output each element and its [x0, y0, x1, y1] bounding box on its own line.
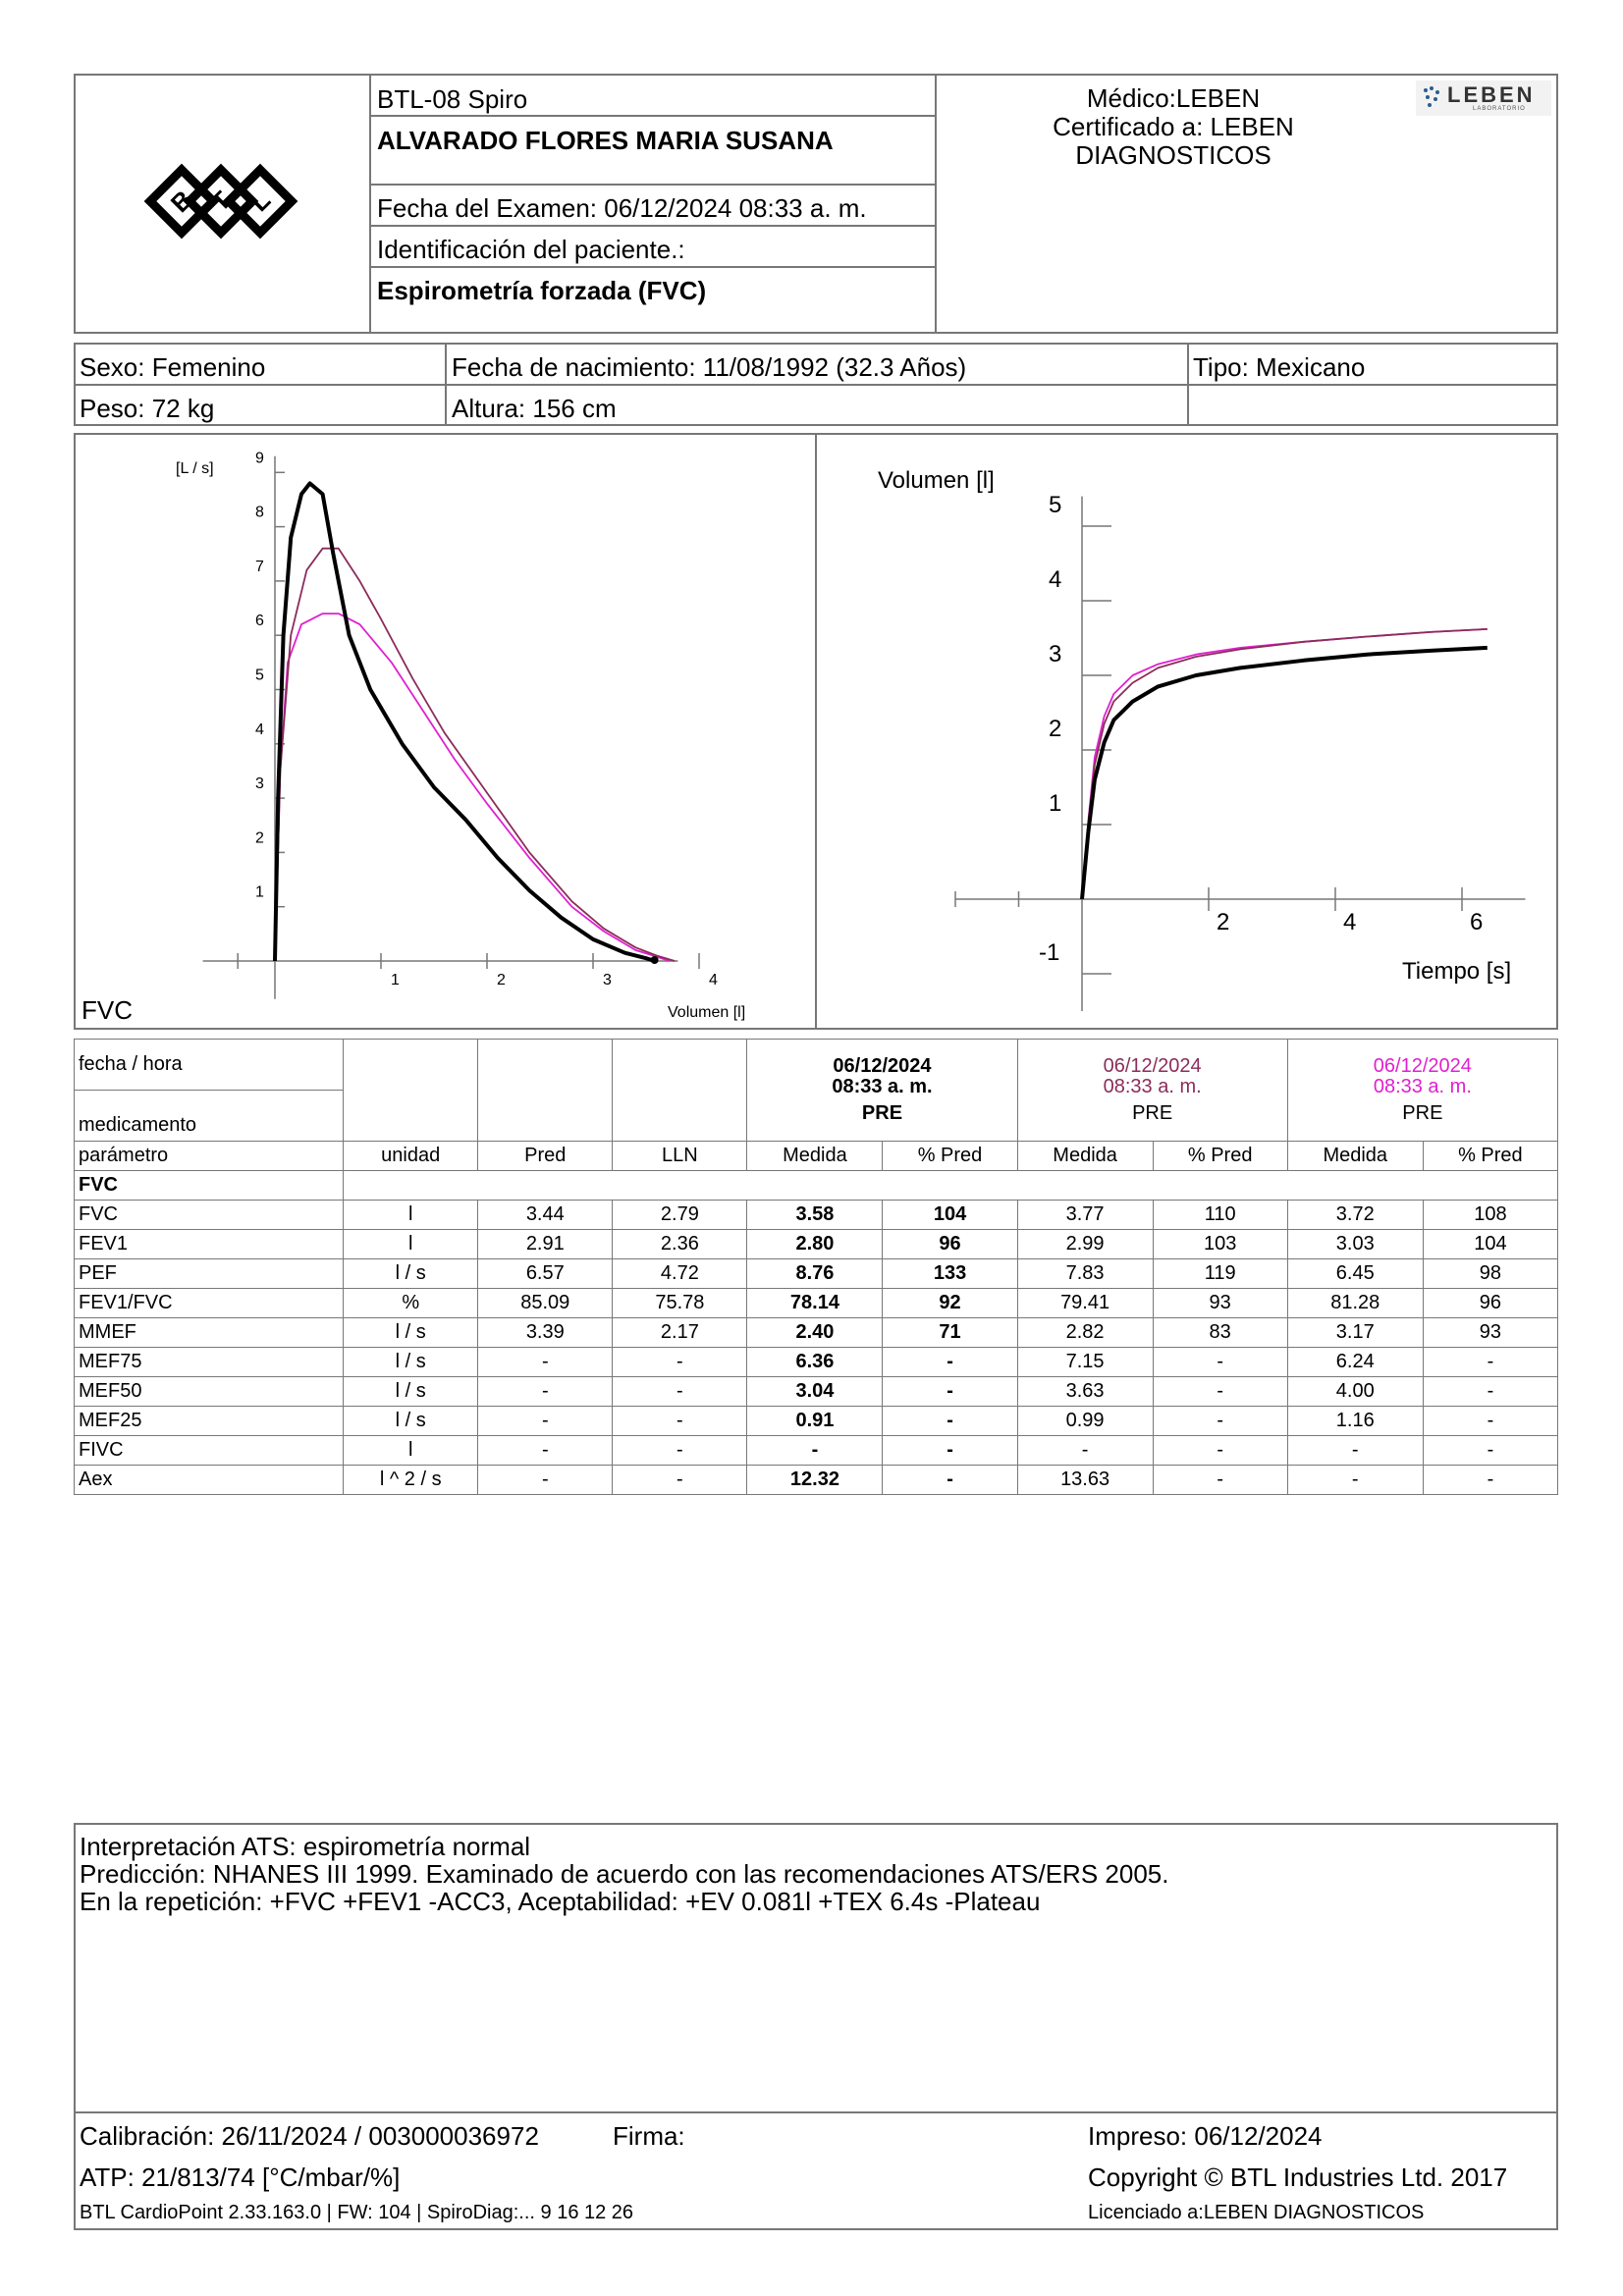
table-cell: 104 [1423, 1230, 1557, 1259]
y-tick-label: 1 [1049, 790, 1062, 817]
table-cell: 8.76 [747, 1259, 883, 1289]
peso: Peso: 72 kg [80, 394, 215, 423]
column-header: LLN [613, 1142, 747, 1171]
table-cell: 104 [883, 1201, 1017, 1230]
interpretation-text [80, 1833, 1168, 1915]
svg-text:T: T [204, 185, 238, 218]
interpretation-line1: Interpretación ATS: espirometría normal [80, 1832, 531, 1861]
row-label-fecha: fecha / hora [75, 1040, 344, 1091]
table-cell: - [1423, 1436, 1557, 1466]
impreso: Impreso: 06/12/2024 [1088, 2121, 1323, 2151]
table-row [75, 1230, 1558, 1259]
table-cell: - [478, 1348, 613, 1377]
table-cell: - [478, 1407, 613, 1436]
table-cell: 1.16 [1287, 1407, 1423, 1436]
parameter-name: FEV1/FVC [75, 1289, 344, 1318]
flow-panel-label: FVC [81, 995, 133, 1025]
table-cell: 12.32 [747, 1466, 883, 1495]
table-cell: 2.80 [747, 1230, 883, 1259]
sexo: Sexo: Femenino [80, 352, 266, 382]
x-tick-label: 6 [1470, 909, 1484, 935]
lab-logo-sub: LABORATORIO [1473, 106, 1526, 112]
table-cell: - [613, 1348, 747, 1377]
test-type: Espirometría forzada (FVC) [377, 276, 707, 305]
table-cell: - [1423, 1377, 1557, 1407]
table-cell: 3.17 [1287, 1318, 1423, 1348]
column-header: Medida [1287, 1142, 1423, 1171]
table-cell: l [344, 1230, 478, 1259]
section-label: FVC [75, 1171, 344, 1201]
table-cell: - [883, 1348, 1017, 1377]
certified-line2: DIAGNOSTICOS [1075, 140, 1271, 170]
btl-logo [142, 162, 299, 245]
table-cell: 4.72 [613, 1259, 747, 1289]
table-cell: 6.24 [1287, 1348, 1423, 1377]
table-cell: 133 [883, 1259, 1017, 1289]
y-tick-label: 1 [255, 883, 264, 901]
table-cell: - [747, 1436, 883, 1466]
table-cell: 3.72 [1287, 1201, 1423, 1230]
table-cell: l [344, 1436, 478, 1466]
table-cell: 119 [1153, 1259, 1287, 1289]
table-cell: 2.99 [1017, 1230, 1153, 1259]
table-cell: l / s [344, 1407, 478, 1436]
table-cell: 108 [1423, 1201, 1557, 1230]
table-cell: 0.99 [1017, 1407, 1153, 1436]
exam-date: Fecha del Examen: 06/12/2024 08:33 a. m. [377, 193, 867, 223]
table-cell: 3.04 [747, 1377, 883, 1407]
tipo: Tipo: Mexicano [1193, 352, 1366, 382]
parameter-name: MEF75 [75, 1348, 344, 1377]
vt-axes [878, 467, 1526, 1011]
table-cell: - [1153, 1377, 1287, 1407]
table-cell: 103 [1153, 1230, 1287, 1259]
y-tick-label: 4 [1049, 566, 1062, 593]
session-1-header: 06/12/2024 08:33 a. m. PRE [747, 1040, 1017, 1142]
column-header: unidad [344, 1142, 478, 1171]
device-name: BTL-08 Spiro [377, 84, 528, 114]
y-tick-label: 3 [255, 775, 264, 793]
doctor-info [982, 84, 1365, 170]
table-cell: - [613, 1436, 747, 1466]
table-cell: - [883, 1466, 1017, 1495]
table-cell: 6.45 [1287, 1259, 1423, 1289]
vt-series-line [1082, 629, 1488, 899]
interpretation-line3: En la repetición: +FVC +FEV1 -ACC3, Aceptabilidad: +EV 0.081l +TEX 6.4s -Plateau [80, 1887, 1041, 1916]
table-cell: 4.00 [1287, 1377, 1423, 1407]
flow-end-marker [651, 956, 659, 964]
parameter-name: FIVC [75, 1436, 344, 1466]
table-cell: 3.58 [747, 1201, 883, 1230]
y-tick-label: 5 [255, 667, 264, 684]
table-cell: - [1287, 1466, 1423, 1495]
y-tick-label: 9 [255, 450, 264, 467]
table-cell: l ^ 2 / s [344, 1466, 478, 1495]
table-row [75, 1377, 1558, 1407]
table-cell: 3.77 [1017, 1201, 1153, 1230]
table-cell: - [1153, 1466, 1287, 1495]
table-cell: - [478, 1377, 613, 1407]
table-cell: - [613, 1407, 747, 1436]
table-cell: - [883, 1377, 1017, 1407]
y-tick-label: 2 [255, 829, 264, 847]
table-cell: - [478, 1466, 613, 1495]
table-cell: 0.91 [747, 1407, 883, 1436]
svg-text:B: B [164, 184, 199, 219]
table-cell: 92 [883, 1289, 1017, 1318]
row-label-medicamento: medicamento [75, 1091, 344, 1142]
x-tick-label: 4 [709, 972, 718, 988]
y-tick-label: -1 [1039, 939, 1060, 966]
table-cell: 81.28 [1287, 1289, 1423, 1318]
column-header-row [75, 1142, 1558, 1171]
session-2-header: 06/12/2024 08:33 a. m. PRE [1017, 1040, 1287, 1142]
column-header: % Pred [1423, 1142, 1557, 1171]
fecha-nacimiento: Fecha de nacimiento: 11/08/1992 (32.3 Años) [452, 352, 967, 382]
table-cell: l / s [344, 1318, 478, 1348]
x-tick-label: 4 [1343, 909, 1357, 935]
table-cell: 78.14 [747, 1289, 883, 1318]
table-cell: 71 [883, 1318, 1017, 1348]
x-tick-label: 2 [497, 972, 506, 988]
lab-logo-text: LEBEN [1447, 82, 1536, 107]
table-cell: 96 [883, 1230, 1017, 1259]
vt-series-line [1082, 629, 1488, 899]
table-cell: 85.09 [478, 1289, 613, 1318]
table-row [75, 1348, 1558, 1377]
table-cell: - [613, 1466, 747, 1495]
table-cell: 7.15 [1017, 1348, 1153, 1377]
table-cell: 6.36 [747, 1348, 883, 1377]
table-row [75, 1259, 1558, 1289]
table-cell: - [613, 1377, 747, 1407]
y-tick-label: 2 [1049, 716, 1062, 742]
table-cell: 2.82 [1017, 1318, 1153, 1348]
table-cell: 3.39 [478, 1318, 613, 1348]
flow-volume-chart [76, 435, 814, 1028]
patient-id-label: Identificación del paciente.: [377, 235, 685, 264]
y-tick-label: 7 [255, 558, 264, 575]
table-cell: - [1017, 1436, 1153, 1466]
table-cell: 98 [1423, 1259, 1557, 1289]
table-cell: 6.57 [478, 1259, 613, 1289]
vt-x-axis-label: Tiempo [s] [1402, 958, 1512, 985]
table-cell: - [1423, 1466, 1557, 1495]
table-cell: 7.83 [1017, 1259, 1153, 1289]
table-cell: 2.17 [613, 1318, 747, 1348]
table-cell: 3.44 [478, 1201, 613, 1230]
table-row [75, 1407, 1558, 1436]
vt-series-line [1082, 648, 1488, 899]
table-cell: - [883, 1407, 1017, 1436]
y-tick-label: 8 [255, 504, 264, 521]
table-cell: 83 [1153, 1318, 1287, 1348]
lab-logo-mark-icon [1420, 84, 1443, 110]
license: Licenciado a:LEBEN DIAGNOSTICOS [1088, 2202, 1425, 2223]
lab-logo [1416, 80, 1551, 116]
table-cell: 3.63 [1017, 1377, 1153, 1407]
table-cell: - [1153, 1348, 1287, 1377]
calibracion: Calibración: 26/11/2024 / 003000036972 [80, 2121, 539, 2151]
parameter-name: MEF50 [75, 1377, 344, 1407]
x-tick-label: 3 [603, 972, 612, 988]
flow-series-line [275, 549, 675, 961]
flow-series-line [275, 483, 655, 961]
table-cell: 2.36 [613, 1230, 747, 1259]
parameter-name: MEF25 [75, 1407, 344, 1436]
table-cell: 96 [1423, 1289, 1557, 1318]
parameter-name: Aex [75, 1466, 344, 1495]
parameter-name: PEF [75, 1259, 344, 1289]
session-3-header: 06/12/2024 08:33 a. m. PRE [1287, 1040, 1557, 1142]
flow-series-line [275, 614, 670, 961]
table-cell: 3.03 [1287, 1230, 1423, 1259]
table-cell: 2.79 [613, 1201, 747, 1230]
table-cell: 2.40 [747, 1318, 883, 1348]
table-cell: 2.91 [478, 1230, 613, 1259]
svg-text:L: L [243, 185, 277, 218]
volume-time-chart [817, 435, 1555, 1028]
column-header: parámetro [75, 1142, 344, 1171]
flow-x-axis-label: Volumen [l] [668, 1004, 746, 1021]
table-cell: 13.63 [1017, 1466, 1153, 1495]
table-row [75, 1201, 1558, 1230]
parameter-name: MMEF [75, 1318, 344, 1348]
y-tick-label: 3 [1049, 641, 1062, 667]
column-header: Medida [747, 1142, 883, 1171]
y-tick-label: 5 [1049, 492, 1062, 518]
table-cell: l / s [344, 1259, 478, 1289]
y-tick-label: 6 [255, 613, 264, 630]
table-cell: l / s [344, 1348, 478, 1377]
firma-label: Firma: [613, 2121, 685, 2151]
altura: Altura: 156 cm [452, 394, 617, 423]
table-cell: l [344, 1201, 478, 1230]
column-header: % Pred [1153, 1142, 1287, 1171]
table-cell: - [883, 1436, 1017, 1466]
table-cell: 93 [1423, 1318, 1557, 1348]
x-tick-label: 2 [1217, 909, 1230, 935]
table-cell: 75.78 [613, 1289, 747, 1318]
flow-y-axis-label: [L / s] [176, 460, 214, 477]
table-cell: - [1153, 1436, 1287, 1466]
table-cell: 110 [1153, 1201, 1287, 1230]
column-header: Pred [478, 1142, 613, 1171]
certified-line1: Certificado a: LEBEN [1053, 112, 1294, 141]
table-row [75, 1436, 1558, 1466]
table-cell: % [344, 1289, 478, 1318]
interpretation-line2: Predicción: NHANES III 1999. Examinado de acuerdo con las recomendaciones ATS/ERS 2005. [80, 1859, 1169, 1889]
patient-name: ALVARADO FLORES MARIA SUSANA [377, 126, 834, 155]
parameter-name: FEV1 [75, 1230, 344, 1259]
table-row [75, 1289, 1558, 1318]
parameter-name: FVC [75, 1201, 344, 1230]
table-row [75, 1318, 1558, 1348]
table-cell: - [1287, 1436, 1423, 1466]
y-tick-label: 4 [255, 721, 264, 738]
table-cell: - [1423, 1348, 1557, 1377]
software-version: BTL CardioPoint 2.33.163.0 | FW: 104 | SpiroDiag:... 9 16 12 26 [80, 2202, 634, 2223]
table-cell: 79.41 [1017, 1289, 1153, 1318]
table-cell: - [1153, 1407, 1287, 1436]
table-cell: - [1423, 1407, 1557, 1436]
vt-y-axis-label: Volumen [l] [878, 467, 995, 494]
doctor-name: Médico:LEBEN [1086, 83, 1261, 113]
atp: ATP: 21/813/74 [°C/mbar/%] [80, 2163, 401, 2192]
column-header: Medida [1017, 1142, 1153, 1171]
copyright: Copyright © BTL Industries Ltd. 2017 [1088, 2163, 1508, 2192]
table-cell: - [478, 1436, 613, 1466]
table-row [75, 1466, 1558, 1495]
flow-axes [81, 450, 745, 1025]
table-cell: l / s [344, 1377, 478, 1407]
column-header: % Pred [883, 1142, 1017, 1171]
table-cell: 93 [1153, 1289, 1287, 1318]
results-table [74, 1039, 1558, 1495]
x-tick-label: 1 [391, 972, 400, 988]
